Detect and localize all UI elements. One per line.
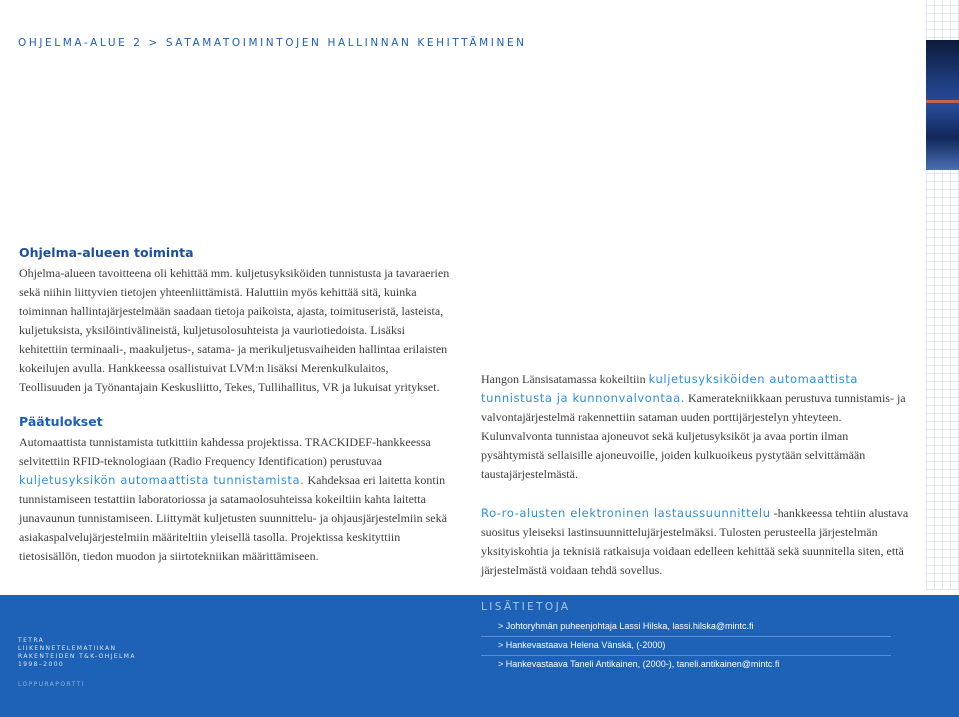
program-label (18, 637, 136, 689)
roro-paragraph (481, 504, 911, 580)
harbor-photo (926, 40, 959, 170)
contact-item: > Johtoryhmän puheenjohtaja Lassi Hilska, lassi.hilska@mintc.fi (498, 621, 754, 631)
contact-list (498, 618, 928, 674)
hanko-paragraph (481, 370, 911, 484)
program-line: RAKENTEIDEN T&K-OHJELMA (18, 653, 136, 660)
footer-bar (0, 595, 959, 717)
program-line: 1998–2000 (18, 661, 65, 668)
hanko-text-b: Kameratekniikkaan perustuva tunnistamis- ja valvontajärjestelmä rakennettiin sataman uuden porttijärjestelyn yhteyteen. Kulunvalvonta tunnistaa ajoneuvot sekä kuljetusyksiköt ja avaa portin ilman pysähtymistä sellaisille ajoneuvoille, joiden kulkuoikeus pystytään selvittämään taustajärjestelmästä. (481, 391, 906, 481)
section-title-program-activity: Ohjelma-alueen toiminta (19, 245, 194, 260)
section-text-main-results (19, 433, 451, 566)
decorative-photo-strip (926, 0, 959, 590)
report-label: LOPPURAPORTTI (18, 681, 85, 688)
main-results-text-b: Kahdeksaa eri laitetta kontin tunnistamiseen testattiin laboratoriossa ja satamaolosuhteissa kokeiltiin kahta laitetta junavaunun tunnistamiseen. Liittymät kuljetusten suunnittelu- ja ohjausjärjestelmiin sekä asiakaspalvelujärjestelmiin määriteltiin yleisellä tasolla. Projektissa keskityttiin tietosisällön, tiedon muodon ja siirtotekniikan määrittämiseen. (19, 473, 447, 563)
main-results-text-a: Automaattista tunnistamista tutkittiin kahdessa projektissa. TRACKIDEF-hankkeessa selvitettiin RFID-teknologiaan (Radio Frequency Identification) perustuvaa (19, 435, 431, 468)
main-results-highlight: kuljetusyksikön automaattista tunnistamista. (19, 473, 305, 487)
hanko-highlight: kuljetusyksiköiden automaattista tunnistusta ja kunnonvalvontaa. (481, 372, 859, 405)
right-column (481, 370, 911, 580)
program-line: TETRA (18, 637, 45, 644)
more-info-title: LISÄTIETOJA (481, 601, 571, 613)
roro-highlight: Ro-ro-alusten elektroninen lastaussuunnittelu (481, 506, 771, 520)
contact-item: > Hankevastaava Taneli Antikainen, (2000-), taneli.antikainen@mintc.fi (498, 659, 780, 669)
left-column (19, 244, 451, 566)
roro-text: -hankkeessa tehtiin alustava suositus yleiseksi lastinsuunnittelujärjestelmäksi. Tulosten perusteella järjestelmän yksityiskohtia ja teknisiä ratkaisuja voidaan edelleen kehittää sekä suunnitella siten, että järjestelmästä voidaan tehdä sovellus. (481, 506, 909, 577)
page-header-title: OHJELMA-ALUE 2 > SATAMATOIMINTOJEN HALLINNAN KEHITTÄMINEN (18, 37, 527, 49)
contact-item: > Hankevastaava Helena Vänskä, (-2000) (498, 640, 666, 650)
section-title-main-results: Päätulokset (19, 414, 103, 429)
hanko-text-a: Hangon Länsisatamassa kokeiltiin (481, 372, 649, 386)
program-line: LIIKENNETELEMATIIKAN (18, 645, 117, 652)
section-text-program-activity: Ohjelma-alueen tavoitteena oli kehittää mm. kuljetusyksiköiden tunnistusta ja tavaraerien sekä niihin liittyvien tietojen yhteenliittämistä. Haluttiin myös kehittää sitä, kuinka toiminnan hallintajärjestelmään saadaan tietoja paikoista, ajasta, toimituseristä, lasteista, kuljetuksista, yksilöintivälineistä, kuljetusolosuhteista ja vauriotiedoista. Lisäksi kehitettiin terminaali-, maakuljetus-, satama- ja merikuljetusvaiheiden hallintaa erilaisten kokeilujen avulla. Hankkeessa osallistuivat LVM:n lisäksi Merenkulkulaitos, Teollisuuden ja Työnantajain Keskusliitto, Tekes, Tullihallitus, VR ja lukuisat yritykset. (19, 266, 450, 394)
